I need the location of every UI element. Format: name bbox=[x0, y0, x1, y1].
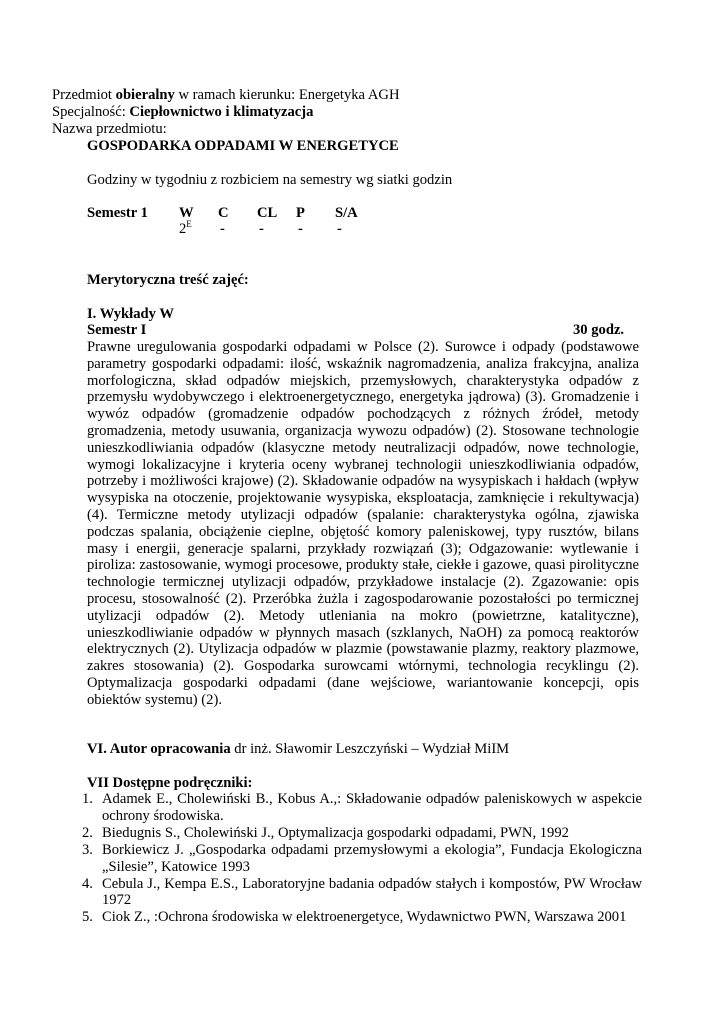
list-item-number: 2. bbox=[82, 824, 93, 841]
column-header-c: C bbox=[218, 205, 229, 221]
value-c: - bbox=[220, 221, 225, 237]
list-item bbox=[82, 825, 642, 842]
specialization-value: Ciepłownictwo i klimatyzacja bbox=[129, 104, 314, 120]
list-item bbox=[82, 791, 642, 825]
subject-type-suffix: w ramach kierunku: Energetyka AGH bbox=[174, 87, 400, 103]
value-sa: - bbox=[337, 221, 342, 237]
course-name-label: Nazwa przedmiotu: bbox=[52, 121, 167, 137]
list-item-text: Borkiewicz J. „Gospodarka odpadami przemysłowymi a ekologia”, Fundacja Ekologiczna „Silesie”, Katowice 1993 bbox=[102, 841, 642, 875]
lectures-semester-label: Semestr I bbox=[87, 322, 147, 338]
list-item-number: 5. bbox=[82, 909, 93, 926]
column-header-p: P bbox=[296, 205, 305, 221]
references-list bbox=[82, 791, 642, 926]
subject-type-prefix: Przedmiot bbox=[52, 87, 116, 103]
list-item-number: 3. bbox=[82, 841, 93, 858]
value-cl: - bbox=[259, 221, 264, 237]
list-item bbox=[82, 842, 642, 876]
value-p: - bbox=[298, 221, 303, 237]
hours-intro: Godziny w tygodniu z rozbiciem na semestry wg siatki godzin bbox=[87, 172, 453, 188]
subject-type-value: obieralny bbox=[115, 87, 175, 103]
references-heading: VII Dostępne podręczniki: bbox=[87, 775, 253, 791]
course-title: GOSPODARKA ODPADAMI W ENERGETYCE bbox=[87, 138, 399, 154]
list-item bbox=[82, 876, 642, 910]
list-item-text: Biedugnis S., Cholewiński J., Optymalizacja gospodarki odpadami, PWN, 1992 bbox=[102, 824, 569, 841]
author-name: dr inż. Sławomir Leszczyński – Wydział MiIM bbox=[230, 741, 510, 757]
column-header-sa: S/A bbox=[335, 205, 358, 221]
lectures-heading: I. Wykłady W bbox=[87, 306, 174, 322]
specialization-line bbox=[52, 104, 313, 121]
list-item-text: Adamek E., Cholewiński B., Kobus A.,: Składowanie odpadów paleniskowych w aspekcie ochrony środowiska. bbox=[102, 791, 642, 824]
value-w bbox=[179, 221, 192, 238]
value-w-number: 2 bbox=[179, 221, 187, 237]
author-line bbox=[87, 741, 509, 758]
list-item bbox=[82, 909, 642, 926]
author-label: VI. Autor opracowania bbox=[87, 741, 231, 757]
subject-type-line bbox=[52, 87, 399, 104]
semester-label: Semestr 1 bbox=[87, 205, 148, 221]
lectures-hours: 30 godz. bbox=[573, 322, 625, 338]
list-item-number: 1. bbox=[82, 791, 93, 807]
value-w-superscript: E bbox=[186, 219, 192, 229]
column-header-w: W bbox=[179, 205, 194, 221]
column-header-cl: CL bbox=[257, 205, 278, 221]
content-heading: Merytoryczna treść zajęć: bbox=[87, 272, 249, 288]
lectures-description: Prawne uregulowania gospodarki odpadami w Polsce (2). Surowce i odpady (podstawowe parametry gospodarki odpadami: ilość, wskaźnik nagromadzenia, analiza frakcyjna, analiza morfologiczna, skład odpadów miejskich, przemysłowych, charakterystyka odpadów z przemysłu wydobywczego i elektroenergetycznego, energetyka jądrowa) (3). Gromadzenie i wywóz odpadów (gromadzenie odpadów pochodzących z różnych źródeł, metody gromadzenia, metody usuwania, organizacja wywozu odpadów) (2). Stosowane technologie unieszkodliwiania odpadów (klasyczne metody neutralizacji odpadów, nowe technologie, wymogi lokalizacyjne i kryteria oceny wybranej technologii unieszkodliwiania odpadów, potrzeby i możliwości krajowe) (2). Składowanie odpadów na wysypiskach i hałdach (wpływ wysypiska na otoczenie, projektowanie wysypiska, eksploatacja, zamknięcie i rekultywacja) (4). Termiczne metody utylizacji odpadów (spalanie: charakterystyka ogólna, zjawiska podczas spalania, obciążenie cieplne, objętość komory paleniskowej, typy rusztów, bilans masy i energii, generacje spalarni, przykłady rozwiązań (3); Odgazowanie: wytlewanie i piroliza: zastosowanie, wymogi procesowe, produkty stałe, ciekłe i gazowe, quasi pirolityczne technologie termicznej utylizacji odpadów, przykładowe instalacje (2). Zgazowanie: opis procesu, stosowalność (2). Przeróbka żużla i zagospodarowanie pozostałości po termicznej utylizacji odpadów (2). Metody utleniania na mokro (powietrzne, katalityczne), unieszkodliwianie odpadów w płynnych masach (szklanych, NaOH) za pomocą reaktorów elektrycznych (2). Utylizacja odpadów w plazmie (powstawanie plazmy, reaktory plazmowe, zakres stosowania) (2). Gospodarka surowcami wtórnymi, technologia recyklingu (2). Optymalizacja gospodarki odpadami (dane wejściowe, wariantowanie koncepcji, opis obiektów systemu) (2). bbox=[87, 339, 639, 708]
list-item-text: Cebula J., Kempa E.S., Laboratoryjne badania odpadów stałych i kompostów, PW Wrocław 1972 bbox=[102, 875, 642, 909]
specialization-label: Specjalność: bbox=[52, 104, 130, 120]
list-item-number: 4. bbox=[82, 875, 93, 892]
list-item-text: Ciok Z., :Ochrona środowiska w elektroenergetyce, Wydawnictwo PWN, Warszawa 2001 bbox=[102, 909, 627, 926]
